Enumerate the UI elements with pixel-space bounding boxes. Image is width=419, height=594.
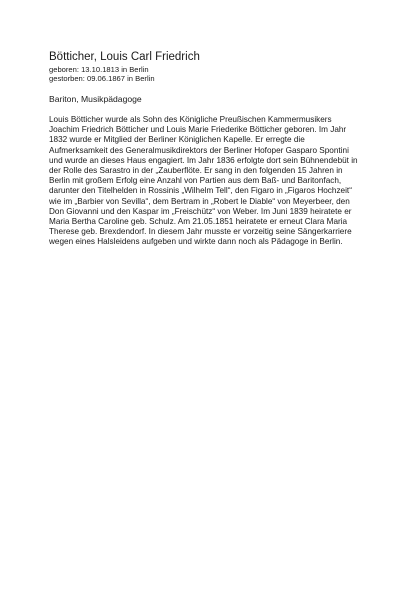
- biography-entry: [49, 51, 379, 248]
- birth-date: geboren: 13.10.1813 in Berlin: [49, 65, 149, 74]
- biography-line: der Rolle des Sarastro in der „Zauberflöte. Er sang in den folgenden 15 Jahren in: [49, 166, 343, 176]
- biography-line: Don Giovanni und den Kaspar im „Freischütz“ von Weber. Im Juni 1839 heiratete er: [49, 206, 352, 216]
- biography-line: 1832 wurde er Mitglied der Berliner Königlichen Kapelle. Er erregte die: [49, 135, 305, 145]
- biography-line: Aufmerksamkeit des Generalmusikdirektors der Berliner Hofoper Gasparo Spontini: [49, 145, 349, 155]
- biography-line: Joachim Friedrich Bötticher und Louis Marie Friederike Bötticher geboren. Im Jahr: [49, 125, 347, 135]
- biography-line: Berlin mit großem Erfolg eine Anzahl von Partien aus dem Baß- und Baritonfach,: [49, 176, 342, 186]
- biography-line: wie im „Barbier von Sevilla“, dem Bertram in „Robert le Diable“ von Meyerbeer, den: [49, 196, 350, 206]
- life-dates: [49, 65, 379, 83]
- biography-text: [49, 115, 379, 248]
- profession: Bariton, Musikpädagoge: [49, 94, 142, 104]
- death-date: gestorben: 09.06.1867 in Berlin: [49, 74, 155, 83]
- biography-line: und wurde an dieses Haus engagiert. Im Jahr 1836 erfolgte dort sein Bühnendebüt in: [49, 155, 358, 165]
- biography-line: darunter den Titelhelden in Rossinis „Wilhelm Tell“, den Figaro in „Figaros Hochzeit“: [49, 186, 352, 196]
- biography-line: Maria Bertha Caroline geb. Schulz. Am 21.05.1851 heiratete er erneut Clara Maria: [49, 217, 348, 227]
- biography-line: wegen eines Halsleidens aufgeben und wirkte dann noch als Pädagoge in Berlin.: [49, 237, 343, 247]
- biography-line: Therese geb. Brexdendorf. In diesem Jahr musste er vorzeitig seine Sängerkarriere: [49, 227, 352, 237]
- biography-line: Louis Bötticher wurde als Sohn des Königliche Preußischen Kammermusikers: [49, 115, 332, 124]
- person-name: Bötticher, Louis Carl Friedrich: [49, 51, 200, 63]
